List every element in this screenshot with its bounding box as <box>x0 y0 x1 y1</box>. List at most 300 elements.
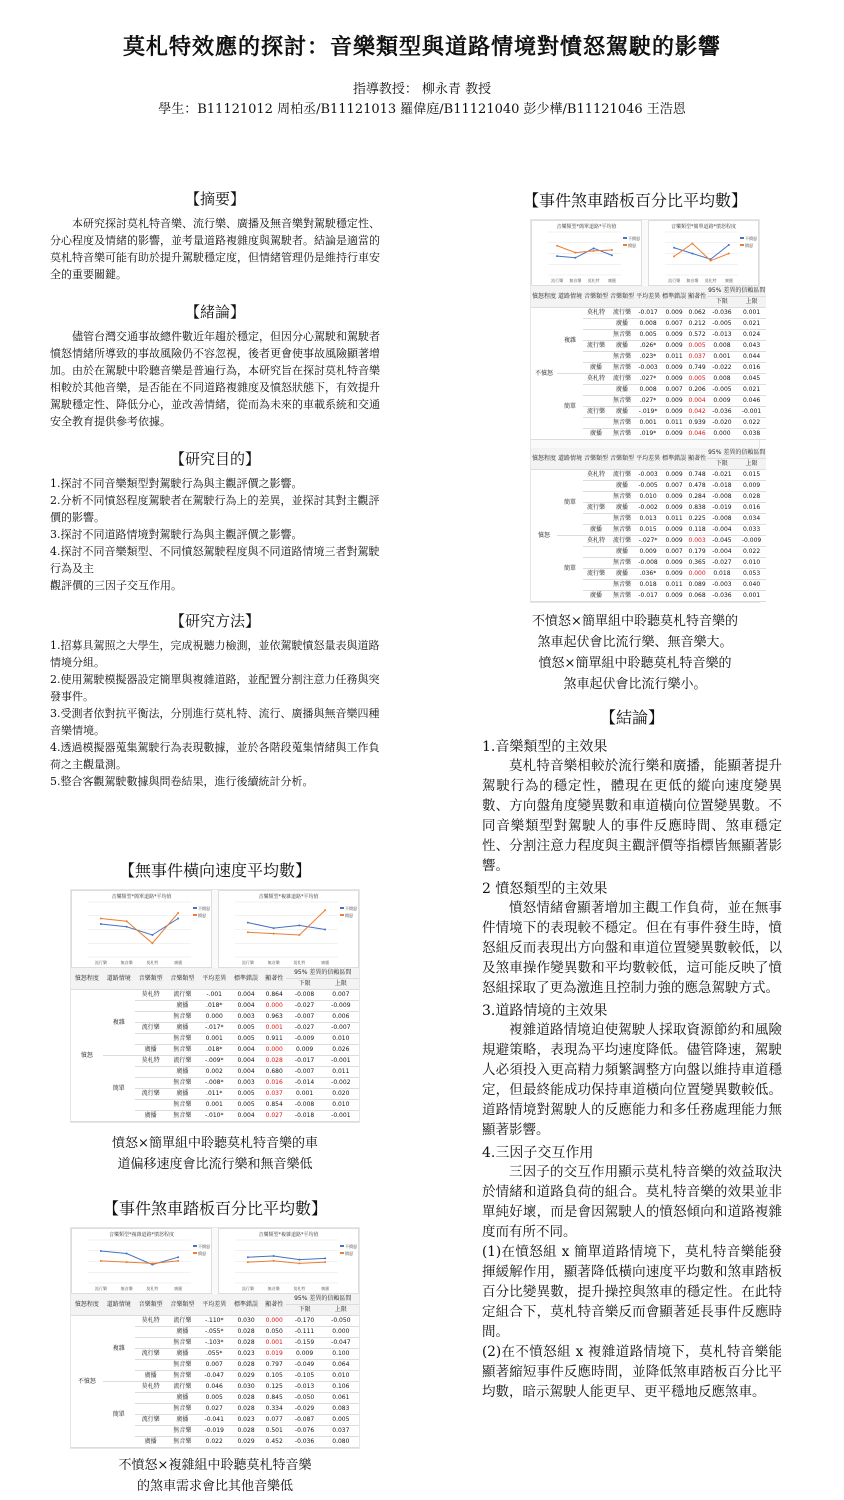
table-cell: 0.001 <box>737 591 767 602</box>
table-cell: 0.053 <box>737 569 767 580</box>
table-header-cell: 音樂類型 <box>583 286 609 308</box>
x-tick-label: 流行樂 <box>241 960 254 965</box>
table-cell <box>583 580 609 591</box>
table-cell: 廣播 <box>135 1045 167 1056</box>
table-cell: .027* <box>635 396 661 407</box>
table-cell: -.009* <box>198 1056 230 1067</box>
table-cell: -.017* <box>198 1023 230 1034</box>
conclusion-subheading: 4.三因子交互作用 <box>482 1145 594 1161</box>
intro-text: 儘管台灣交通事故總件數近年趨於穩定，但因分心駕駛和駕駛者憤怒情緒所導致的事故風險仍不容忽視，後者更會使事故風險顯著增加。由於在駕駛中聆聽音樂是普遍行為，本研究旨在探討莫札特音樂相較於其他音樂，是否能在不同道路複雜度及憤怒狀態下，有效提升駕駛穩定性、降低分心，並改善情緒，從而為未來的車載系統和交通安全教育提供參考依據。 <box>50 330 380 428</box>
conclusion-subheading: 2 憤怒類型的主效果 <box>482 881 608 897</box>
data-point <box>177 1260 179 1262</box>
stats-table <box>71 1294 359 1448</box>
table-header-cell: 下限 <box>707 297 737 308</box>
table-cell: 流行樂 <box>166 990 198 1001</box>
table-cell: -0.005 <box>707 385 737 396</box>
table-cell: 0.010 <box>635 492 661 503</box>
table-cell: -0.170 <box>286 1316 322 1327</box>
table-header-cell: 音樂類型 <box>609 448 635 470</box>
table-cell: 0.033 <box>737 525 767 536</box>
table-cell: 莫札特 <box>135 990 167 1001</box>
table-cell: 廣播 <box>166 1023 198 1034</box>
data-point <box>126 1253 128 1255</box>
table-road-cell: 簡單 <box>557 536 583 602</box>
data-point <box>151 1262 153 1264</box>
table-cell <box>583 352 609 363</box>
table-cell <box>135 1012 167 1023</box>
table-cell: 流行樂 <box>609 308 635 319</box>
data-point <box>574 257 576 259</box>
table-cell: -0.036 <box>286 1437 322 1448</box>
table-cell: 0.004 <box>687 396 707 407</box>
table-road-cell: 複雜 <box>103 1316 135 1382</box>
data-point <box>556 245 558 247</box>
table-cell: -0.013 <box>707 330 737 341</box>
table-cell: -0.002 <box>323 1078 359 1089</box>
table-cell: 流行樂 <box>583 503 609 514</box>
table-header-cell: 標準錯誤 <box>230 1294 262 1316</box>
data-point <box>100 918 102 920</box>
table-cell: 0.028 <box>230 1404 262 1415</box>
table-cell: -0.008 <box>286 1100 322 1111</box>
table-cell: 0.009 <box>661 396 687 407</box>
table-cell: 0.089 <box>687 580 707 591</box>
method-item: 4.透過模擬器蒐集駕駛行為表現數據，並於各階段蒐集情緒與工作負荷之主觀量測。 <box>50 741 380 771</box>
table-cell: 0.077 <box>262 1415 286 1426</box>
table-cell: 0.022 <box>737 418 767 429</box>
table-row <box>71 990 359 1001</box>
table-cell: -0.002 <box>635 503 661 514</box>
table-cell: 0.963 <box>262 1012 286 1023</box>
table-cell: 0.024 <box>737 330 767 341</box>
table-cell: 無音樂 <box>609 429 635 440</box>
chart-title: 音樂類型*複雜道路*平均值 <box>258 1232 319 1238</box>
table-cell: 0.015 <box>635 525 661 536</box>
table-cell: 流行樂 <box>135 1023 167 1034</box>
legend-label: 憤怒 <box>345 1251 353 1256</box>
table-cell: 0.030 <box>230 1316 262 1327</box>
data-point <box>100 923 102 925</box>
table-cell: 0.037 <box>262 1089 286 1100</box>
x-tick-label: 莫札特 <box>704 278 717 283</box>
table-cell <box>583 558 609 569</box>
table-cell: 0.179 <box>687 547 707 558</box>
table-cell: 無音樂 <box>166 1078 198 1089</box>
table-road-cell: 簡單 <box>557 374 583 440</box>
purpose-item: 2.分析不同憤怒程度駕駛者在駕駛行為上的差異，並探討其對主觀評價的影響。 <box>50 494 380 524</box>
table-cell: 廣播 <box>609 503 635 514</box>
table-cell: 無音樂 <box>609 525 635 536</box>
data-point <box>728 253 730 255</box>
table-cell: 無音樂 <box>609 418 635 429</box>
table-cell: 0.005 <box>687 374 707 385</box>
table-cell: -.110* <box>198 1316 230 1327</box>
table-header-cell: 標準錯誤 <box>230 968 262 990</box>
table-group-cell: 憤怒 <box>531 470 557 602</box>
data-point <box>298 1259 300 1261</box>
data-point <box>324 1257 326 1259</box>
table-cell <box>135 1067 167 1078</box>
poster-title: 莫札特效應的探討：音樂類型與道路情境對憤怒駕駛的影響 <box>122 35 721 60</box>
table-cell: 0.022 <box>198 1437 230 1448</box>
table-cell: -0.111 <box>286 1327 322 1338</box>
table-cell: 0.501 <box>262 1426 286 1437</box>
legend-label: 不憤怒 <box>345 1244 357 1249</box>
table-cell: .018* <box>198 1001 230 1012</box>
table-cell: 0.046 <box>687 429 707 440</box>
table-cell <box>583 418 609 429</box>
table-cell: 0.748 <box>687 470 707 481</box>
table-cell: 0.939 <box>687 418 707 429</box>
data-point <box>247 922 249 924</box>
table-cell: 0.040 <box>737 580 767 591</box>
chart-title: 音樂類型*複雜道路*憤怒程度 <box>108 1232 175 1238</box>
table-cell: 無音樂 <box>166 1426 198 1437</box>
table-cell: 0.034 <box>737 514 767 525</box>
x-tick-label: 廣播 <box>174 1286 183 1291</box>
table-cell: 0.845 <box>262 1393 286 1404</box>
table-cell: 無音樂 <box>609 352 635 363</box>
table-group-cell: 不憤怒 <box>531 308 557 440</box>
table-cell: 0.005 <box>323 1415 359 1426</box>
table-cell: 無音樂 <box>609 591 635 602</box>
table-cell: 莫札特 <box>135 1382 167 1393</box>
table-cell: 0.016 <box>737 363 767 374</box>
table-cell: 無音樂 <box>609 580 635 591</box>
table-cell: 無音樂 <box>166 1034 198 1045</box>
table-cell: -0.050 <box>286 1393 322 1404</box>
method-item: 2.使用駕駛模擬器設定簡單與複雜道路，並配置分割注意力任務與突發事件。 <box>50 673 380 703</box>
table-cell: 0.018 <box>635 580 661 591</box>
table-cell: .019* <box>635 429 661 440</box>
table-cell <box>583 330 609 341</box>
data-point <box>126 1261 128 1263</box>
figure-lateral-speed <box>70 858 360 1175</box>
table-cell: 流行樂 <box>583 569 609 580</box>
series-line <box>557 248 612 257</box>
data-point <box>273 1255 275 1257</box>
table-cell: -0.045 <box>707 536 737 547</box>
x-tick-label: 廣播 <box>174 960 183 965</box>
table-header-cell: 顯著性 <box>687 286 707 308</box>
table-header-cell: 95% 差異的信賴區間 <box>707 448 766 459</box>
table-cell: 0.022 <box>737 547 767 558</box>
table-cell: -0.047 <box>198 1371 230 1382</box>
table-header-cell: 標準錯誤 <box>661 286 687 308</box>
data-point <box>691 253 693 255</box>
table-cell: 0.008 <box>707 374 737 385</box>
table-cell: -0.041 <box>198 1415 230 1426</box>
figure-caption: 煞車起伏會比流行樂小。 <box>563 677 707 692</box>
abstract-text: 本研究探討莫札特音樂、流行樂、廣播及無音樂對駕駛穩定性、分心程度及情緒的影響，並考量道路複雜度與駕駛者。結論是適當的莫札特音樂可能有助於提升駕駛穩定度，但情緒管理仍是維持行車安全的重要關鍵。 <box>50 217 380 281</box>
line-chart <box>648 220 759 286</box>
conclusion-section <box>482 705 782 1402</box>
data-point <box>593 247 595 249</box>
table-cell <box>135 1338 167 1349</box>
data-point <box>177 912 179 914</box>
x-tick-label: 無音樂 <box>686 278 699 283</box>
data-point <box>126 920 128 922</box>
table-cell: 0.572 <box>687 330 707 341</box>
figure-caption: 道偏移速度會比流行樂和無音樂低 <box>117 1157 313 1172</box>
table-cell <box>135 1404 167 1415</box>
table-header-cell: 憤怒程度 <box>71 968 103 990</box>
line-chart <box>531 220 642 286</box>
legend-swatch <box>740 237 744 239</box>
table-group-cell: 不憤怒 <box>71 1316 103 1448</box>
table-cell: -0.050 <box>323 1316 359 1327</box>
table-cell: 無音樂 <box>166 1012 198 1023</box>
table-header-cell: 95% 差異的信賴區間 <box>707 286 766 297</box>
table-header-cell: 平均差異 <box>198 1294 230 1316</box>
table-cell: 0.838 <box>687 503 707 514</box>
table-cell: 廣播 <box>609 547 635 558</box>
table-cell: 0.004 <box>230 990 262 1001</box>
figure-heading: 【事件煞車踏板百分比平均數】 <box>522 191 747 210</box>
table-cell: 0.011 <box>661 418 687 429</box>
table-cell: 莫札特 <box>135 1056 167 1067</box>
table-cell: 0.064 <box>323 1360 359 1371</box>
table-header-cell: 下限 <box>286 1305 322 1316</box>
table-cell: 廣播 <box>135 1437 167 1448</box>
table-cell: 流行樂 <box>609 536 635 547</box>
figure-heading: 【事件煞車踏板百分比平均數】 <box>102 1199 327 1218</box>
table-header-cell: 音樂類型 <box>166 968 198 990</box>
table-cell: -0.036 <box>707 591 737 602</box>
table-cell: -0.003 <box>707 580 737 591</box>
table-cell: 0.854 <box>262 1100 286 1111</box>
stats-table <box>531 448 766 602</box>
table-cell: 0.023 <box>230 1415 262 1426</box>
table-cell: -0.105 <box>286 1371 322 1382</box>
table-cell: 0.009 <box>661 591 687 602</box>
table-road-cell: 簡單 <box>557 470 583 536</box>
table-cell: 莫札特 <box>583 536 609 547</box>
table-cell: 0.001 <box>737 308 767 319</box>
table-header-cell: 憤怒程度 <box>531 448 557 470</box>
table-cell: 0.018 <box>707 569 737 580</box>
data-point <box>673 247 675 249</box>
table-header-cell: 平均差異 <box>635 286 661 308</box>
table-cell: 無音樂 <box>609 558 635 569</box>
table-cell: 0.080 <box>323 1437 359 1448</box>
legend-swatch <box>340 914 344 916</box>
legend-swatch <box>740 244 744 246</box>
table-cell: 0.009 <box>635 547 661 558</box>
table-cell: 0.010 <box>737 558 767 569</box>
x-tick-label: 無音樂 <box>267 1286 280 1291</box>
table-cell: 0.005 <box>230 1100 262 1111</box>
table-cell: -0.001 <box>323 1111 359 1122</box>
table-cell: 廣播 <box>609 341 635 352</box>
chart-svg <box>649 221 758 285</box>
table-cell: 0.005 <box>198 1393 230 1404</box>
table-cell: -0.036 <box>707 308 737 319</box>
data-point <box>324 1261 326 1263</box>
table-cell: 流行樂 <box>135 1349 167 1360</box>
x-tick-label: 流行樂 <box>668 278 681 283</box>
table-header-cell: 音樂類型 <box>609 286 635 308</box>
figure-heading: 【無事件橫向速度平均數】 <box>118 861 311 880</box>
table-cell: 0.009 <box>661 429 687 440</box>
table-cell: -0.007 <box>323 1023 359 1034</box>
table-cell: 0.001 <box>262 1023 286 1034</box>
table-cell: 0.100 <box>323 1349 359 1360</box>
table-row <box>71 1382 359 1393</box>
table-cell: 0.004 <box>230 1045 262 1056</box>
table-header-cell: 95% 差異的信賴區間 <box>286 968 359 979</box>
table-cell: 無音樂 <box>166 1404 198 1415</box>
figure-box <box>70 1227 360 1449</box>
table-cell: 0.911 <box>262 1034 286 1045</box>
table-cell: 0.011 <box>323 1067 359 1078</box>
chart-svg <box>72 1229 211 1293</box>
table-cell: 0.003 <box>230 1078 262 1089</box>
table-cell: 0.028 <box>230 1338 262 1349</box>
chart-title: 音樂類型*複雜道路*平均值 <box>258 894 319 900</box>
table-cell: 0.028 <box>230 1360 262 1371</box>
table-cell: 無音樂 <box>609 396 635 407</box>
table-cell: 0.009 <box>661 569 687 580</box>
table-header-cell: 上限 <box>737 459 767 470</box>
data-point <box>691 242 693 244</box>
x-tick-label: 無音樂 <box>569 278 582 283</box>
x-tick-label: 流行樂 <box>551 278 564 283</box>
legend-swatch <box>340 1252 344 1254</box>
table-cell: 0.007 <box>661 547 687 558</box>
table-cell: .027* <box>635 374 661 385</box>
chart-title: 音樂類型*簡單道路*平均值 <box>111 894 172 900</box>
table-cell: 0.001 <box>198 1034 230 1045</box>
x-tick-label: 流行樂 <box>94 1286 107 1291</box>
table-header-cell: 標準錯誤 <box>661 448 687 470</box>
table-cell: -0.001 <box>323 1056 359 1067</box>
table-cell: 無音樂 <box>166 1100 198 1111</box>
table-header-cell: 下限 <box>286 979 322 990</box>
table-cell: -0.007 <box>286 1012 322 1023</box>
table-cell: .023* <box>635 352 661 363</box>
table-cell: 0.009 <box>661 503 687 514</box>
line-chart <box>218 1228 359 1294</box>
table-cell: -0.159 <box>286 1338 322 1349</box>
x-tick-label: 莫札特 <box>293 1286 306 1291</box>
data-point <box>574 252 576 254</box>
figure-caption: 的煞車需求會比其他音樂低 <box>136 1479 293 1494</box>
table-header-cell: 上限 <box>323 1305 359 1316</box>
table-cell: 0.009 <box>661 536 687 547</box>
series-line <box>248 923 325 930</box>
table-cell: 廣播 <box>166 1089 198 1100</box>
table-cell: 0.021 <box>737 319 767 330</box>
conclusion-paragraph: (2)在不憤怒組 x 複雜道路情境下，莫札特音樂能顯著縮短事件反應時間，並降低煞車踏板百分比平均數，暗示駕駛人能更早、更平穩地反應煞車。 <box>482 1344 782 1400</box>
legend-label: 憤怒 <box>198 913 206 918</box>
table-cell: 0.009 <box>661 470 687 481</box>
chart-svg <box>532 221 641 285</box>
table-cell: 0.028 <box>262 1056 286 1067</box>
purpose-list <box>50 475 380 594</box>
legend-label: 不憤怒 <box>745 236 757 241</box>
table-cell: 0.000 <box>323 1327 359 1338</box>
table-cell: 0.003 <box>230 1012 262 1023</box>
table-cell: 0.027 <box>198 1404 230 1415</box>
table-cell: 廣播 <box>166 1067 198 1078</box>
table-cell: 0.000 <box>707 429 737 440</box>
table-cell: -0.027 <box>707 558 737 569</box>
table-cell: 0.043 <box>737 341 767 352</box>
data-point <box>273 933 275 935</box>
table-cell: 0.028 <box>230 1327 262 1338</box>
table-cell: 0.046 <box>737 396 767 407</box>
intro-heading: 【緒論】 <box>184 303 245 321</box>
table-cell: 無音樂 <box>609 363 635 374</box>
table-cell: 廣播 <box>609 481 635 492</box>
table-row <box>531 536 766 547</box>
table-cell: 0.046 <box>198 1382 230 1393</box>
table-cell: 0.225 <box>687 514 707 525</box>
table-row <box>71 1316 359 1327</box>
table-header-cell: 顯著性 <box>262 968 286 990</box>
data-point <box>177 918 179 920</box>
x-tick-label: 流行樂 <box>94 960 107 965</box>
table-cell: 流行樂 <box>166 1382 198 1393</box>
table-header-cell: 顯著性 <box>687 448 707 470</box>
table-cell: 0.011 <box>661 514 687 525</box>
x-tick-label: 廣播 <box>321 1286 330 1291</box>
table-cell: 莫札特 <box>583 308 609 319</box>
table-cell: 0.864 <box>262 990 286 1001</box>
table-cell: 0.003 <box>687 536 707 547</box>
table-cell <box>135 1327 167 1338</box>
table-cell: -0.003 <box>635 363 661 374</box>
legend-label: 憤怒 <box>745 243 753 248</box>
table-cell: 0.028 <box>230 1426 262 1437</box>
table-cell: .036* <box>635 569 661 580</box>
table-cell <box>583 492 609 503</box>
table-cell: 0.212 <box>687 319 707 330</box>
table-cell: 0.011 <box>661 580 687 591</box>
table-cell: 0.061 <box>323 1393 359 1404</box>
series-line <box>674 243 729 260</box>
table-cell: 0.009 <box>661 308 687 319</box>
advisor-line: 指導教授： 柳永青 教授 <box>352 82 492 97</box>
table-cell: 0.015 <box>737 470 767 481</box>
table-cell: 流行樂 <box>609 374 635 385</box>
table-cell: 廣播 <box>583 525 609 536</box>
table-cell <box>583 514 609 525</box>
data-point <box>298 1262 300 1264</box>
table-cell: 無音樂 <box>166 1045 198 1056</box>
table-cell: 0.106 <box>323 1382 359 1393</box>
table-cell: 0.005 <box>230 1034 262 1045</box>
table-cell: 0.083 <box>323 1404 359 1415</box>
table-row <box>531 308 766 319</box>
stats-table <box>71 968 359 1122</box>
table-cell: 0.001 <box>707 352 737 363</box>
table-cell: -0.019 <box>707 503 737 514</box>
table-cell: 0.023 <box>230 1349 262 1360</box>
series-line <box>248 1256 325 1260</box>
table-cell: 0.009 <box>661 525 687 536</box>
legend-label: 憤怒 <box>628 243 636 248</box>
table-header-cell: 平均差異 <box>198 968 230 990</box>
x-tick-label: 莫札特 <box>587 278 600 283</box>
table-header-cell: 95% 差異的信賴區間 <box>286 1294 359 1305</box>
table-cell: 無音樂 <box>166 1371 198 1382</box>
table-cell: 莫札特 <box>135 1316 167 1327</box>
stats-table <box>531 286 766 440</box>
table-cell: 0.005 <box>635 330 661 341</box>
table-header-cell: 音樂類型 <box>135 1294 167 1316</box>
